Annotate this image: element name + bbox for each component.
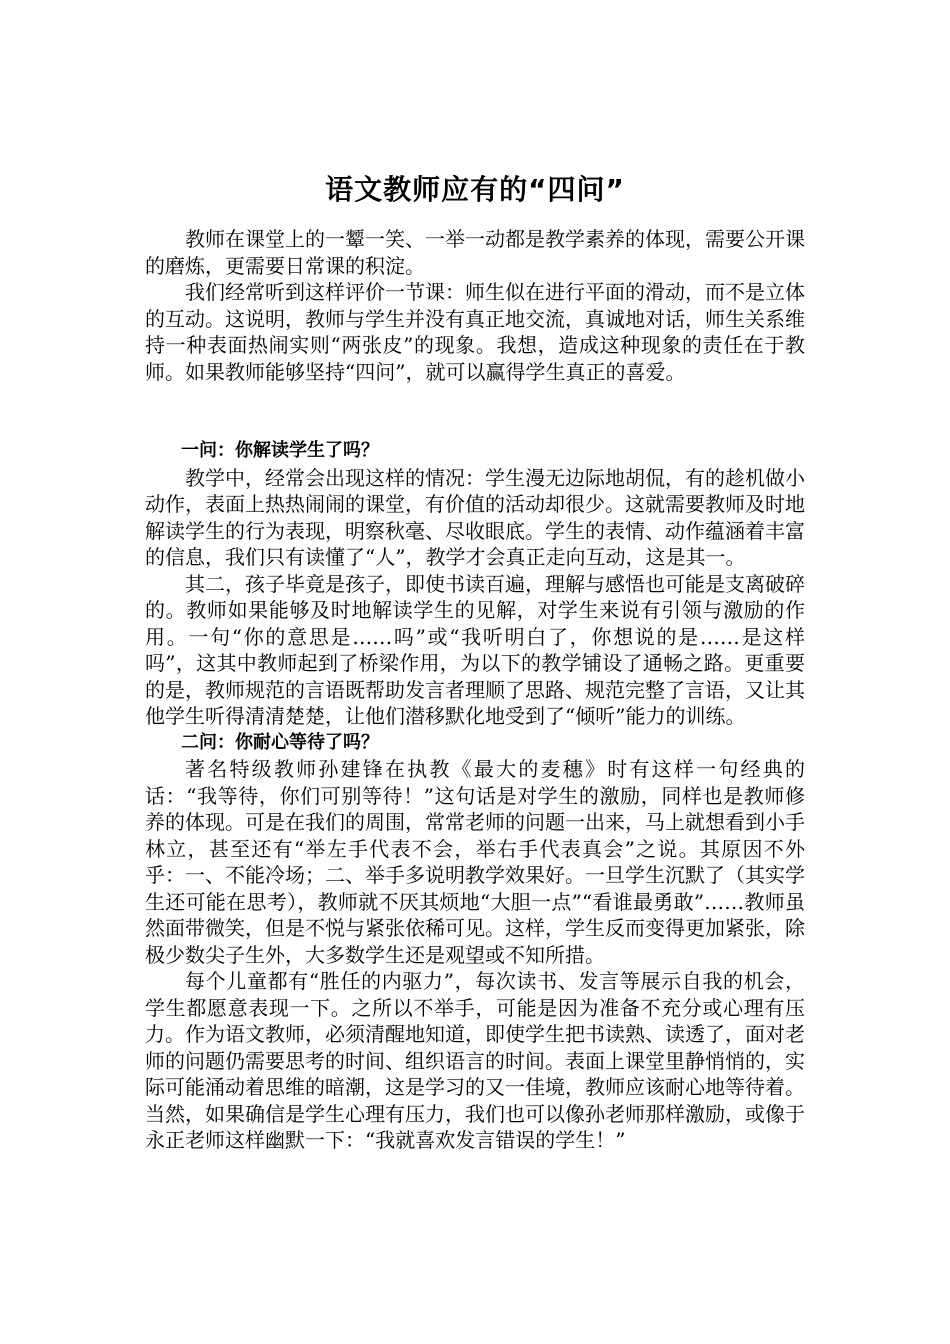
section2-heading: 二问：你耐心等待了吗？	[181, 731, 379, 753]
section1-paragraph-1: 教学中，经常会出现这样的情况：学生漫无边际地胡侃，有的趁机做小动作，表面上热热闹闹的课堂，有价值的活动却很少。这就需要教师及时地解读学生的行为表现，明察秋毫、尽收眼底。学生的表情、动作蕴涵着丰富的信息，我们只有读懂了“人”，教学才会真正走向互动，这是其一。	[145, 465, 805, 569]
document-body	[145, 226, 805, 1154]
section1-heading: 一问：你解读学生了吗？	[181, 440, 379, 461]
section2-paragraph-2: 每个儿童都有“胜任的内驱力”，每次读书、发言等展示自我的机会，学生都愿意表现一下。之所以不举手，可能是因为准备不充分或心理有压力。作为语文教师，必须清醒地知道，即使学生把书读熟、读透了，面对老师的问题仍需要思考的时间、组织语言的时间。表面上课堂里静悄悄的，实际可能涌动着思维的暗潮，这是学习的又一佳境，教师应该耐心地等待着。当然，如果确信是学生心理有压力，我们也可以像孙老师那样激励，或像于永正老师这样幽默一下：“我就喜欢发言错误的学生！”	[145, 969, 805, 1152]
intro-paragraph-1: 教师在课堂上的一颦一笑、一举一动都是教学素养的体现，需要公开课的磨炼，更需要日常课的积淀。	[145, 227, 805, 278]
document-title: 语文教师应有的“四问”	[325, 173, 625, 206]
section-spacer	[145, 385, 805, 438]
intro-paragraph-2: 我们经常听到这样评价一节课：师生似在进行平面的滑动，而不是立体的互动。这说明，教师与学生并没有真正地交流，真诚地对话，师生关系维持一种表面热闹实则“两张皮”的现象。我想，造成这种现象的责任在于教师。如果教师能够坚持“四问”，就可以赢得学生真正的喜爱。	[145, 280, 805, 384]
section2-paragraph-1: 著名特级教师孙建锋在执教《最大的麦穗》时有这样一句经典的话：“我等待，你们可别等待！”这句话是对学生的激励，同样也是教师修养的体现。可是在我们的周围，常常老师的问题一出来，马上就想看到小手林立，甚至还有“举左手代表不会，举右手代表真会”之说。其原因不外乎：一、不能冷场；二、举手多说明教学效果好。一旦学生沉默了（其实学生还可能在思考），教师就不厌其烦地“大胆一点”“看谁最勇敢”……教师虽然面带微笑，但是不悦与紧张依稀可见。这样，学生反而变得更加紧张，除极少数尖子生外，大多数学生还是观望或不知所措。	[145, 757, 805, 967]
section1-paragraph-2: 其二，孩子毕竟是孩子，即使书读百遍，理解与感悟也可能是支离破碎的。教师如果能够及时地解读学生的见解，对学生来说有引领与激励的作用。一句“你的意思是……吗”或“我听明白了，你想说的是……是这样吗”，这其中教师起到了桥梁作用，为以下的教学铺设了通畅之路。更重要的是，教师规范的言语既帮助发言者理顺了思路、规范完整了言语，又让其他学生听得清清楚楚，让他们潜移默化地受到了“倾听”能力的训练。	[145, 571, 805, 728]
